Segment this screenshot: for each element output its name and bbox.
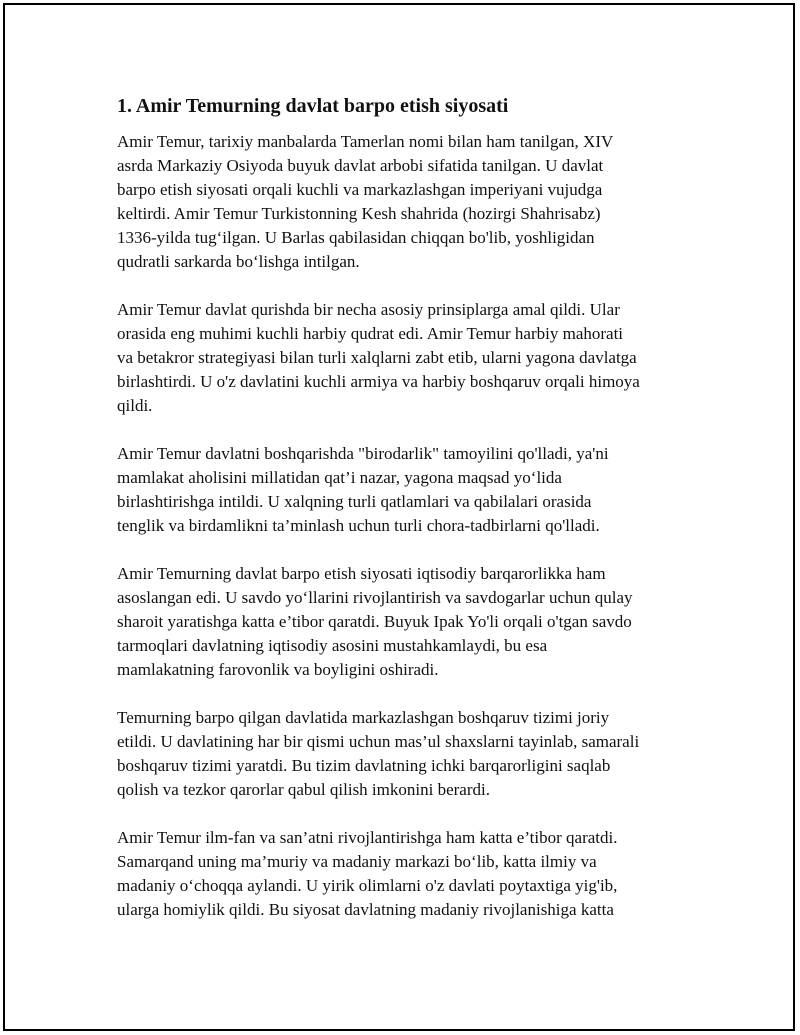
text-line: 1336-yilda tug‘ilgan. U Barlas qabilasidan chiqqan bo'lib, yoshligidan — [117, 228, 595, 247]
text-line: barpo etish siyosati orqali kuchli va markazlashgan imperiyani vujudga — [117, 180, 603, 199]
paragraph-2 — [117, 298, 697, 418]
paragraph-1 — [117, 130, 697, 274]
text-line: Amir Temur ilm-fan va san’atni rivojlantirishga ham katta e’tibor qaratdi. — [117, 828, 618, 847]
text-line: ularga homiylik qildi. Bu siyosat davlatning madaniy rivojlanishiga katta — [117, 900, 614, 919]
paragraph-6 — [117, 826, 697, 922]
text-line: sharoit yaratishga katta e’tibor qaratdi. Buyuk Ipak Yo'li orqali o'tgan savdo — [117, 612, 632, 631]
text-line: qildi. — [117, 396, 153, 415]
text-line: Samarqand uning ma’muriy va madaniy markazi bo‘lib, katta ilmiy va — [117, 852, 597, 871]
text-line: Amir Temur, tarixiy manbalarda Tamerlan nomi bilan ham tanilgan, XIV — [117, 132, 614, 151]
paragraph-3 — [117, 442, 697, 538]
text-line: mamlakat aholisini millatidan qat’i nazar, yagona maqsad yo‘lida — [117, 468, 562, 487]
text-line: boshqaruv tizimi yaratdi. Bu tizim davlatning ichki barqarorligini saqlab — [117, 756, 611, 775]
paragraph-4 — [117, 562, 697, 682]
text-line: Amir Temur davlat qurishda bir necha asosiy prinsiplarga amal qildi. Ular — [117, 300, 620, 319]
text-line: asrda Markaziy Osiyoda buyuk davlat arbobi sifatida tanilgan. U davlat — [117, 156, 604, 175]
text-line: Temurning barpo qilgan davlatida markazlashgan boshqaruv tizimi joriy — [117, 708, 610, 727]
section-heading: 1. Amir Temurning davlat barpo etish siyosati — [117, 95, 509, 117]
text-line: Amir Temurning davlat barpo etish siyosati iqtisodiy barqarorlikka ham — [117, 564, 606, 583]
text-line: etildi. U davlatining har bir qismi uchun mas’ul shaxslarni tayinlab, samarali — [117, 732, 640, 751]
text-line: asoslangan edi. U savdo yo‘llarini rivojlantirish va savdogarlar uchun qulay — [117, 588, 633, 607]
text-line: birlashtirishga intildi. U xalqning turli qatlamlari va qabilalari orasida — [117, 492, 592, 511]
text-line: Amir Temur davlatni boshqarishda "birodarlik" tamoyilini qo'lladi, ya'ni — [117, 444, 609, 463]
text-line: birlashtirdi. U o'z davlatini kuchli armiya va harbiy boshqaruv orqali himoya — [117, 372, 640, 391]
text-line: mamlakatning farovonlik va boyligini oshiradi. — [117, 660, 439, 679]
text-line: orasida eng muhimi kuchli harbiy qudrat edi. Amir Temur harbiy mahorati — [117, 324, 624, 343]
text-line: tenglik va birdamlikni ta’minlash uchun turli chora-tadbirlarni qo'lladi. — [117, 516, 600, 535]
text-line: qolish va tezkor qarorlar qabul qilish imkonini berardi. — [117, 780, 490, 799]
text-line: tarmoqlari davlatning iqtisodiy asosini mustahkamlaydi, bu esa — [117, 636, 548, 655]
paragraph-5 — [117, 706, 697, 802]
document-body — [117, 92, 697, 946]
text-line: madaniy o‘choqqa aylandi. U yirik olimlarni o'z davlati poytaxtiga yig'ib, — [117, 876, 618, 895]
text-line: qudratli sarkarda bo‘lishga intilgan. — [117, 252, 360, 271]
text-line: keltirdi. Amir Temur Turkistonning Kesh shahrida (hozirgi Shahrisabz) — [117, 204, 601, 223]
text-line: va betakror strategiyasi bilan turli xalqlarni zabt etib, ularni yagona davlatga — [117, 348, 637, 367]
